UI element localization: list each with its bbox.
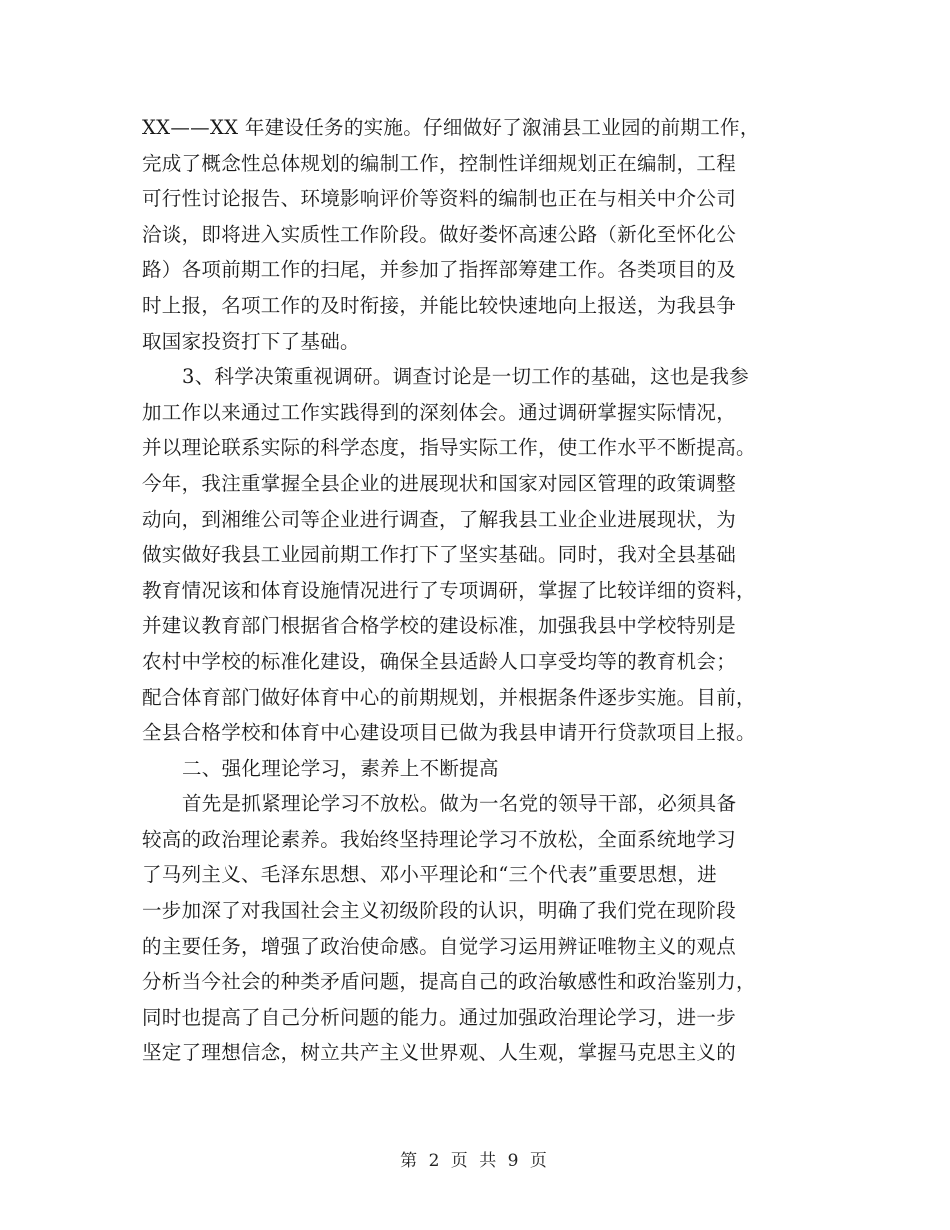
- page-number-footer: 第 2 页 共 9 页: [400, 1151, 550, 1171]
- text-line: 动向，到湘维公司等企业进行调查，了解我县工业企业进展现状，为: [142, 507, 737, 531]
- text-line: XX——XX 年建设任务的实施。仔细做好了溆浦县工业园的前期工作，: [142, 116, 760, 139]
- text-line: 取国家投资打下了基础。: [142, 329, 360, 353]
- text-line: 坚定了理想信念，树立共产主义世界观、人生观，掌握马克思主义的: [142, 1041, 737, 1065]
- text-line: 的主要任务，增强了政治使命感。自觉学习运用辨证唯物主义的观点: [142, 934, 737, 958]
- text-line: 全县合格学校和体育中心建设项目已做为我县申请开行贷款项目上报。: [142, 721, 756, 745]
- text-line: 洽谈，即将进入实质性工作阶段。做好娄怀高速公路（新化至怀化公: [142, 222, 737, 246]
- text-line: 较高的政治理论素养。我始终坚持理论学习不放松，全面系统地学习: [142, 827, 737, 851]
- text-line: 加工作以来通过工作实践得到的深刻体会。通过调研掌握实际情况，: [142, 400, 737, 424]
- text-line: 农村中学校的标准化建设，确保全县适龄人口享受均等的教育机会；: [142, 649, 737, 673]
- text-line: 今年，我注重掌握全县企业的进展现状和国家对园区管理的政策调整: [142, 471, 737, 495]
- text-line: 一步加深了对我国社会主义初级阶段的认识，明确了我们党在现阶段: [142, 899, 737, 923]
- text-line: 了马列主义、毛泽东思想、邓小平理论和“三个代表”重要思想，进: [142, 863, 717, 887]
- text-line: 完成了概念性总体规划的编制工作，控制性详细规划正在编制，工程: [142, 151, 737, 175]
- text-line: 配合体育部门做好体育中心的前期规划，并根据条件逐步实施。目前，: [142, 685, 756, 709]
- text-line: 同时也提高了自己分析问题的能力。通过加强政治理论学习，进一步: [142, 1005, 737, 1029]
- section-heading: 二、强化理论学习，素养上不断提高: [182, 756, 499, 780]
- paragraph-start-line: 首先是抓紧理论学习不放松。做为一名党的领导干部，必须具备: [182, 792, 737, 816]
- text-line: 做实做好我县工业园前期工作打下了坚实基础。同时，我对全县基础: [142, 543, 737, 567]
- text-line: 路）各项前期工作的扫尾，并参加了指挥部筹建工作。各类项目的及: [142, 258, 737, 282]
- text-line: 教育情况该和体育设施情况进行了专项调研，掌握了比较详细的资料，: [142, 578, 756, 602]
- paragraph-start-line: 3、科学决策重视调研。调查讨论是一切工作的基础，这也是我参: [182, 365, 750, 389]
- document-body: [142, 110, 822, 1071]
- text-line: 时上报，名项工作的及时衔接，并能比较快速地向上报送，为我县争: [142, 293, 737, 317]
- text-line: 并以理论联系实际的科学态度，指导实际工作，使工作水平不断提高。: [142, 436, 756, 460]
- text-line: 分析当今社会的种类矛盾问题，提高自己的政治敏感性和政治鉴别力，: [142, 970, 756, 994]
- text-line: 可行性讨论报告、环境影响评价等资料的编制也正在与相关中介公司: [142, 187, 737, 211]
- text-line: 并建议教育部门根据省合格学校的建设标准，加强我县中学校特别是: [142, 614, 737, 638]
